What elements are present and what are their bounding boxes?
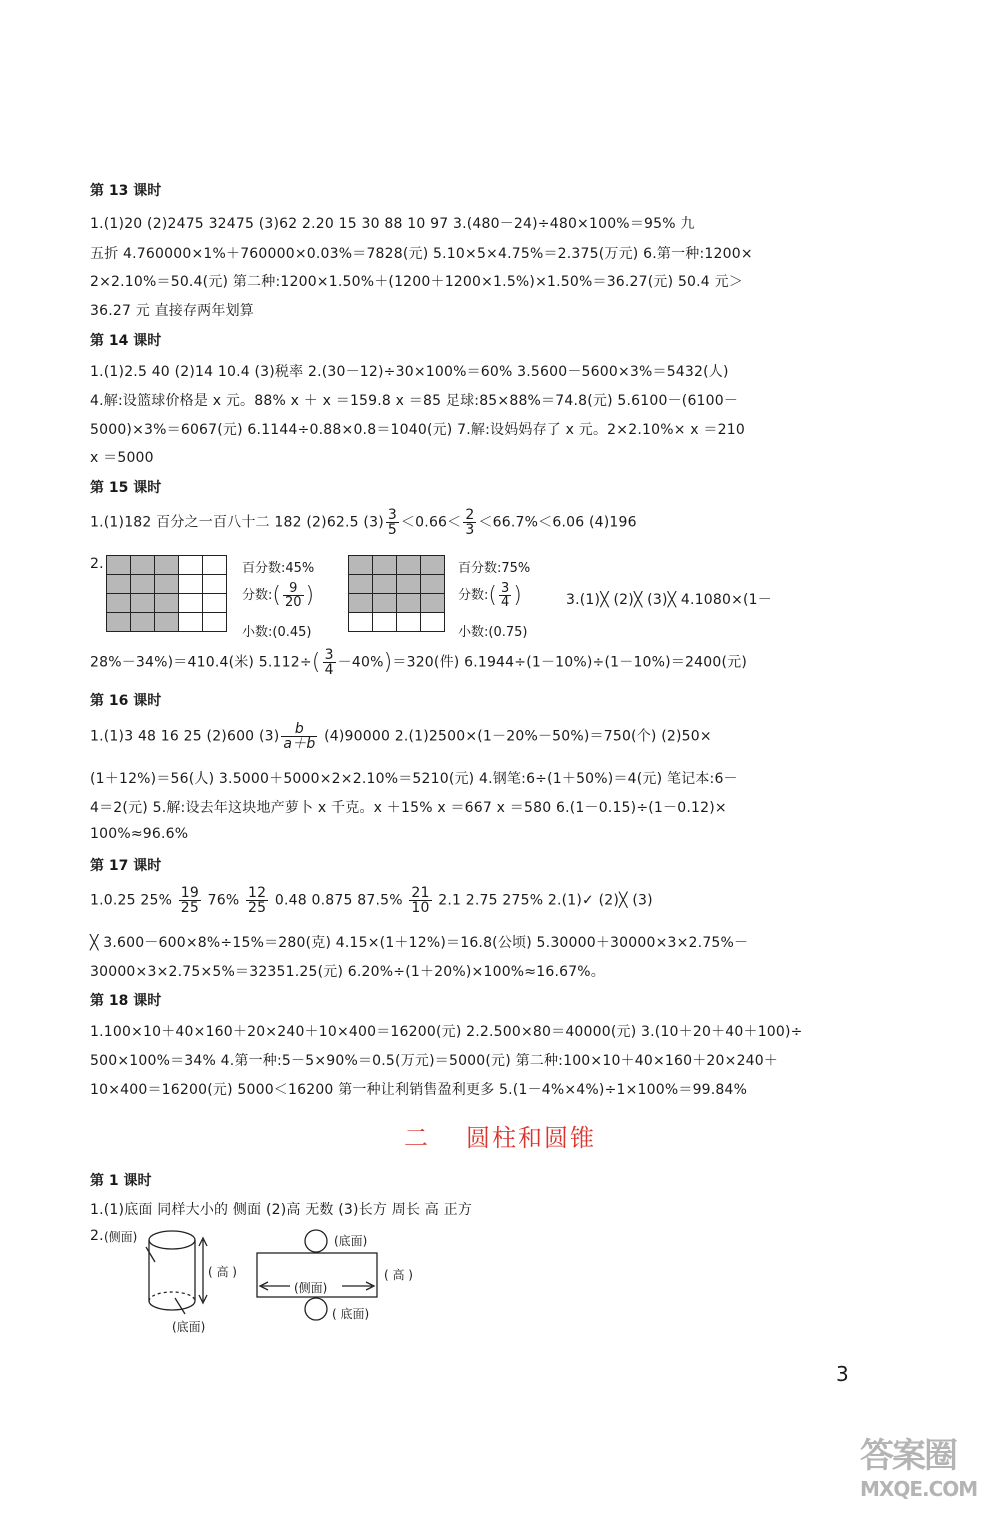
watermark-bottom: MXQE.COM [860, 1477, 978, 1501]
fraction-label: 分数:( $\frac{9}{20}$ ) [242, 581, 315, 610]
answer-line: 500×100%＝34% 4.第一种:5－5×90%＝0.5(万元)＝5000(元) 第二种:100×10＋40×160＋20×240＋ [90, 1053, 779, 1069]
fraction [499, 582, 511, 609]
denominator: 25 [180, 900, 199, 916]
fraction [386, 508, 399, 537]
answer-line: 5000)×3%＝6067(元) 6.1144÷0.88×0.8＝1040(元) 7.解:设妈妈存了 x 元。2×2.10%× x ＝210 [90, 422, 745, 438]
text: －40% [337, 654, 384, 671]
watermark-logo [860, 1428, 995, 1508]
answer-line: 4＝2(元) 5.解:设去年这块地产萝卜 x 千克。x ＋15% x ＝667 x ＝580 6.(1－0.15)÷(1－0.12)× [90, 800, 727, 816]
answer-line: 1.(1)底面 同样大小的 侧面 (2)高 无数 (3)长方 周长 高 正方 [90, 1202, 473, 1218]
bottom-label: (底面) [172, 1320, 206, 1334]
text: ＝320(件) 6.1944÷(1－10%)÷(1－10%)＝2400(元) [392, 654, 747, 671]
denominator: 3 [465, 522, 475, 538]
answer-line: 3.(1)╳ (2)╳ (3)╳ 4.1080×(1－ [566, 592, 772, 608]
answer-line: ╳ 3.600－600×8%÷15%＝280(克) 4.15×(1＋12%)＝16.8(公顷) 5.30000＋30000×3×2.75%－ [90, 935, 749, 951]
numerator: 3 [387, 507, 397, 523]
denominator: 25 [248, 900, 267, 916]
fraction [246, 886, 268, 915]
percent-label: 百分数:45% [242, 561, 315, 576]
answer-line: 4.解:设篮球价格是 x 元。88% x ＋ x ＝159.8 x ＝85 足球:85×88%＝74.8(元) 5.6100－(6100－ [90, 393, 739, 409]
answer-line: x ＝5000 [90, 450, 154, 466]
numerator: 3 [500, 581, 510, 596]
fraction [323, 648, 336, 677]
fraction [281, 722, 317, 751]
answer-line: 30000×3×2.75×5%＝32351.25(元) 6.20%÷(1＋20%)×100%≈16.67%。 [90, 964, 606, 980]
chapter-number: 二 [404, 1124, 430, 1152]
top-circle-label: (底面) [334, 1234, 368, 1248]
text: 76% [207, 892, 240, 909]
lesson-title-1: 第 1 课时 [90, 1173, 152, 1189]
numerator: 21 [411, 885, 430, 901]
fraction [463, 508, 476, 537]
answer-line [90, 508, 637, 537]
text: 28%－34%)＝410.4(米) 5.112÷ [90, 654, 312, 671]
answer-line: (1＋12%)＝56(人) 3.5000＋5000×2×2.10%＝5210(元) 4.钢笔:6÷(1＋50%)＝4(元) 笔记本:6－ [90, 771, 738, 787]
section-title-18: 第 18 课时 [90, 993, 162, 1009]
text: 1.0.25 25% [90, 892, 173, 909]
numerator: 3 [324, 647, 334, 663]
answer-line: 1.100×10＋40×160＋20×240＋10×400＝16200(元) 2.2.500×80＝40000(元) 3.(10＋20＋40＋100)÷ [90, 1024, 803, 1040]
text: 1.(1)3 48 16 25 (2)600 (3) [90, 728, 280, 745]
answer-line: 2×2.10%＝50.4(元) 第二种:1200×1.50%＋(1200＋1200×1.5%)×1.50%＝36.27(元) 50.4 元＞ [90, 274, 743, 290]
denominator: 5 [387, 522, 397, 538]
denominator: 4 [500, 595, 510, 610]
section-title-16: 第 16 课时 [90, 693, 162, 709]
section-title-15: 第 15 课时 [90, 480, 162, 496]
question-number: 2. [90, 1228, 104, 1244]
page-number: 3 [836, 1362, 849, 1386]
denominator: a＋b [283, 736, 316, 752]
text: 1.(1)182 百分之一百八十二 182 (2)62.5 (3) [90, 514, 384, 531]
numerator: 2 [465, 507, 475, 523]
cylinder-figure [146, 1231, 207, 1314]
bottom-circle-label: ( 底面) [332, 1307, 370, 1321]
fraction [283, 582, 304, 609]
answer-line: 28%－34%)＝410.4(米) 5.112÷( $\frac{3}{4}$ －40%)＝320(件) 6.1944÷(1－10%)÷(1－10%)＝2400(元) [90, 647, 747, 678]
percent-label: 百分数:75% [458, 561, 531, 576]
text: ＜66.7%＜6.06 (4)196 [478, 514, 637, 531]
chapter-name: 圆柱和圆锥 [466, 1124, 596, 1152]
numerator: 9 [283, 582, 304, 596]
text: (4)90000 2.(1)2500×(1－20%－50%)＝750(个) (2)50× [319, 728, 712, 745]
denominator: 4 [324, 662, 334, 678]
answer-line: 1.(1)2.5 40 (2)14 10.4 (3)税率 2.(30－12)÷30×100%＝60% 3.5600－5600×3%＝5432(人) [90, 364, 729, 380]
fraction [409, 886, 431, 915]
decimal-label: 小数:(0.75) [458, 625, 528, 640]
fraction-label: 分数:( $\frac{3}{4}$ ) [458, 581, 522, 610]
answer-line: 五折 4.760000×1%＋760000×0.03%＝7828(元) 5.10×5×4.75%＝2.375(万元) 6.第一种:1200× [90, 246, 753, 262]
text: 0.48 0.875 87.5% [274, 892, 403, 909]
section-title-14: 第 14 课时 [90, 333, 162, 349]
answer-line [90, 886, 653, 915]
chapter-heading [0, 1118, 1000, 1153]
grid-45-percent [106, 555, 227, 632]
answer-line: 36.27 元 直接存两年划算 [90, 303, 254, 319]
text: 分数: [242, 588, 273, 603]
answer-line: 100%≈96.6% [90, 826, 189, 842]
side-label: (侧面) [104, 1230, 138, 1244]
numerator: 12 [248, 885, 267, 901]
answer-line [90, 722, 712, 751]
fraction [179, 886, 201, 915]
answer-line: 10×400＝16200(元) 5000＜16200 第一种让利销售盈利更多 5.(1－4%×4%)÷1×100%＝99.84% [90, 1082, 748, 1098]
rect-label: (侧面) [294, 1281, 328, 1295]
numerator: 19 [180, 885, 199, 901]
watermark-top: 答案圈 [860, 1436, 956, 1476]
section-title-13: 第 13 课时 [90, 183, 162, 199]
denominator: 20 [284, 595, 302, 610]
denominator: 10 [411, 900, 430, 916]
answer-line: 1.(1)20 (2)2475 32475 (3)62 2.20 15 30 88 10 97 3.(480－24)÷480×100%＝95% 九 [90, 216, 695, 232]
question-number: 2. [90, 556, 104, 572]
rect-height-label: ( 高 ) [384, 1268, 413, 1282]
text: 分数: [458, 588, 489, 603]
text: 2.1 2.75 275% 2.(1)✓ (2)╳ (3) [438, 892, 653, 909]
text: ＜0.66＜ [400, 514, 462, 531]
section-title-17: 第 17 课时 [90, 858, 162, 874]
decimal-label: 小数:(0.45) [242, 625, 312, 640]
grid-75-percent [348, 555, 445, 632]
height-label: ( 高 ) [208, 1265, 237, 1279]
numerator: b [281, 722, 317, 737]
